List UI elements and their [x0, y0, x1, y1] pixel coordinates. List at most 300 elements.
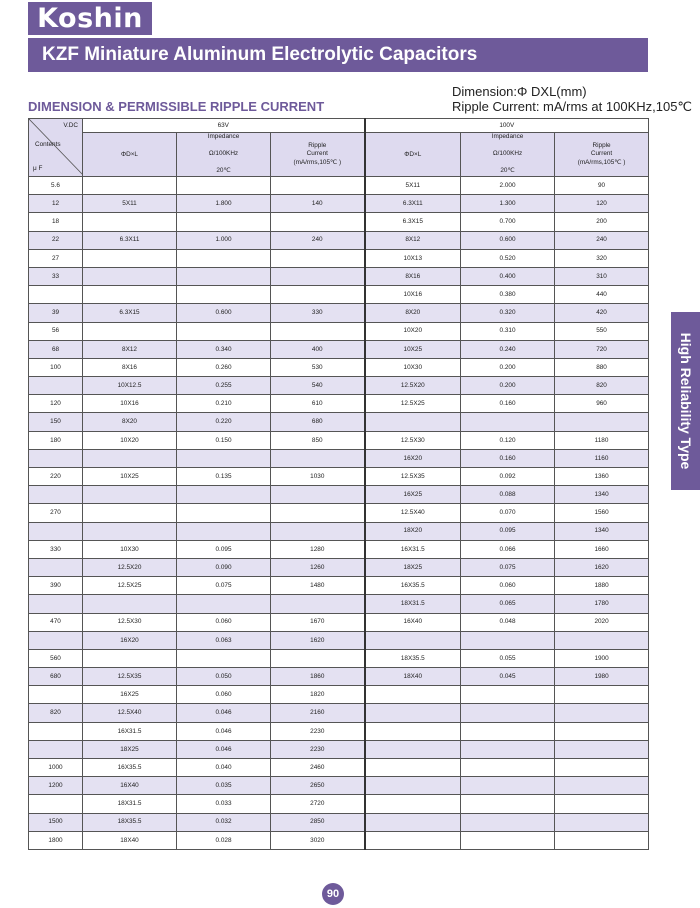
brand-logo: Koshin [28, 2, 152, 35]
dimension-63v-cell: 10X30 [83, 540, 177, 558]
ripple-63v-cell [271, 486, 365, 504]
capacitance-cell: 22 [29, 231, 83, 249]
ripple-100v-cell: 1560 [555, 504, 649, 522]
ripple-header-100 [555, 133, 649, 177]
dimension-100v-cell: 18X40 [365, 668, 461, 686]
impedance-100v-cell: 0.065 [461, 595, 555, 613]
impedance-63v-cell: 0.095 [177, 540, 271, 558]
dimension-63v-cell [83, 449, 177, 467]
impedance-63v-cell [177, 595, 271, 613]
capacitance-cell [29, 631, 83, 649]
ripple-63v-cell: 680 [271, 413, 365, 431]
table-row [29, 577, 649, 595]
table-row [29, 831, 649, 849]
table-row [29, 649, 649, 667]
capacitance-cell: 18 [29, 213, 83, 231]
dimension-100v-cell: 16X20 [365, 449, 461, 467]
table-row [29, 468, 649, 486]
impedance-100v-cell: 0.380 [461, 286, 555, 304]
dimension-63v-cell: 12.5X35 [83, 668, 177, 686]
impedance-100v-cell: 1.300 [461, 195, 555, 213]
dimension-100v-cell [365, 722, 461, 740]
table-row [29, 595, 649, 613]
ripple-63v-cell: 2460 [271, 759, 365, 777]
ripple-100v-cell: 1340 [555, 522, 649, 540]
impedance-100v-cell: 0.095 [461, 522, 555, 540]
impedance-100v-cell: 0.066 [461, 540, 555, 558]
dimension-100v-cell: 12.5X35 [365, 468, 461, 486]
impedance-100v-cell: 0.048 [461, 613, 555, 631]
capacitance-cell: 39 [29, 304, 83, 322]
capacitance-cell: 820 [29, 704, 83, 722]
ripple-63v-cell: 850 [271, 431, 365, 449]
impedance-100v-cell [461, 759, 555, 777]
impedance-63v-cell: 0.046 [177, 740, 271, 758]
dimension-100v-cell [365, 631, 461, 649]
ripple-63v-cell: 3020 [271, 831, 365, 849]
impedance-100v-cell [461, 813, 555, 831]
impedance-unit: Ω/100KHz [208, 150, 239, 158]
page-number: 90 [322, 883, 344, 905]
impedance-100v-cell [461, 631, 555, 649]
ripple-63v-cell [271, 322, 365, 340]
ripple-100v-cell [555, 740, 649, 758]
dimension-63v-cell: 12.5X40 [83, 704, 177, 722]
dimension-100v-cell [365, 813, 461, 831]
ripple-63v-cell [271, 449, 365, 467]
dimension-100v-cell [365, 831, 461, 849]
capacitance-cell [29, 722, 83, 740]
impedance-100v-cell: 0.160 [461, 395, 555, 413]
dimension-100v-cell: 12.5X30 [365, 431, 461, 449]
dimension-63v-cell [83, 249, 177, 267]
ripple-63v-cell: 330 [271, 304, 365, 322]
ripple-63v-cell: 2230 [271, 740, 365, 758]
capacitance-cell: 560 [29, 649, 83, 667]
ripple-100v-cell: 960 [555, 395, 649, 413]
dimension-63v-cell [83, 522, 177, 540]
ripple-63v-cell [271, 522, 365, 540]
ripple-100v-cell: 1660 [555, 540, 649, 558]
ripple-100v-cell: 200 [555, 213, 649, 231]
dimension-63v-cell: 16X40 [83, 777, 177, 795]
ripple-100v-cell: 1360 [555, 468, 649, 486]
ripple-63v-cell: 610 [271, 395, 365, 413]
impedance-100v-cell: 0.310 [461, 322, 555, 340]
dimension-63v-cell: 18X31.5 [83, 795, 177, 813]
impedance-63v-cell: 0.028 [177, 831, 271, 849]
impedance-63v-cell [177, 213, 271, 231]
impedance-100v-cell [461, 831, 555, 849]
dimension-63v-cell: 12.5X20 [83, 558, 177, 576]
dimension-63v-cell: 18X40 [83, 831, 177, 849]
table-row [29, 704, 649, 722]
capacitance-cell: 180 [29, 431, 83, 449]
capacitance-cell: 390 [29, 577, 83, 595]
ripple-100v-cell: 1780 [555, 595, 649, 613]
dimension-100v-cell: 18X31.5 [365, 595, 461, 613]
capacitance-cell: 270 [29, 504, 83, 522]
capacitance-cell: 150 [29, 413, 83, 431]
ripple-100v-cell: 440 [555, 286, 649, 304]
impedance-100v-cell: 0.600 [461, 231, 555, 249]
impedance-header-100 [461, 133, 555, 177]
ripple-63v-cell: 2160 [271, 704, 365, 722]
impedance-63v-cell [177, 504, 271, 522]
table-row [29, 286, 649, 304]
impedance-63v-cell: 0.255 [177, 377, 271, 395]
ripple-63v-cell: 1820 [271, 686, 365, 704]
impedance-temp: 20℃ [216, 167, 231, 175]
impedance-temp: 20℃ [500, 167, 515, 175]
dimension-63v-cell: 18X25 [83, 740, 177, 758]
table-body [29, 177, 649, 850]
ripple-label: Ripple [592, 141, 611, 149]
impedance-63v-cell: 0.050 [177, 668, 271, 686]
dimension-100v-cell [365, 759, 461, 777]
ripple-100v-cell [555, 631, 649, 649]
capacitance-cell: 12 [29, 195, 83, 213]
dimension-100v-cell [365, 686, 461, 704]
table-row [29, 795, 649, 813]
dimension-63v-cell [83, 267, 177, 285]
ripple-100v-cell [555, 795, 649, 813]
ripple-100v-cell [555, 686, 649, 704]
impedance-100v-cell: 0.320 [461, 304, 555, 322]
capacitance-cell: 1200 [29, 777, 83, 795]
ripple-63v-cell [271, 504, 365, 522]
table-row [29, 558, 649, 576]
dimension-100v-cell: 16X25 [365, 486, 461, 504]
dimension-63v-cell: 16X31.5 [83, 722, 177, 740]
capacitance-cell [29, 795, 83, 813]
table-row [29, 722, 649, 740]
ripple-current-label: Current [590, 150, 613, 158]
section-title: DIMENSION & PERMISSIBLE RIPPLE CURRENT [28, 99, 325, 114]
ripple-63v-cell: 1030 [271, 468, 365, 486]
impedance-63v-cell: 0.210 [177, 395, 271, 413]
voltage-63-header: 63V [83, 119, 365, 133]
dimension-63v-cell: 8X16 [83, 358, 177, 376]
impedance-63v-cell: 0.150 [177, 431, 271, 449]
ripple-100v-cell: 310 [555, 267, 649, 285]
capacitance-cell: 330 [29, 540, 83, 558]
capacitance-cell: 1800 [29, 831, 83, 849]
table-row [29, 777, 649, 795]
ripple-63v-cell: 2650 [271, 777, 365, 795]
table-row [29, 413, 649, 431]
impedance-100v-cell: 0.520 [461, 249, 555, 267]
impedance-100v-cell: 0.045 [461, 668, 555, 686]
contents-label: Contents [35, 141, 61, 148]
dimension-100v-cell: 5X11 [365, 177, 461, 195]
dimension-100v-cell: 8X16 [365, 267, 461, 285]
table-row [29, 304, 649, 322]
capacitance-cell [29, 286, 83, 304]
impedance-63v-cell: 0.060 [177, 613, 271, 631]
table-row [29, 231, 649, 249]
ripple-100v-cell: 1880 [555, 577, 649, 595]
impedance-100v-cell: 0.400 [461, 267, 555, 285]
dimension-63v-cell: 8X12 [83, 340, 177, 358]
ripple-63v-cell [271, 267, 365, 285]
impedance-63v-cell: 0.090 [177, 558, 271, 576]
impedance-63v-cell [177, 267, 271, 285]
impedance-header-63 [177, 133, 271, 177]
capacitance-cell [29, 522, 83, 540]
ripple-63v-cell: 1280 [271, 540, 365, 558]
dimension-100v-cell: 18X20 [365, 522, 461, 540]
dimension-100v-cell: 10X30 [365, 358, 461, 376]
ripple-100v-cell: 320 [555, 249, 649, 267]
impedance-100v-cell: 0.120 [461, 431, 555, 449]
impedance-63v-cell: 0.046 [177, 722, 271, 740]
table-row [29, 267, 649, 285]
impedance-100v-cell: 2.000 [461, 177, 555, 195]
capacitance-cell: 1500 [29, 813, 83, 831]
table-row [29, 759, 649, 777]
ripple-63v-cell: 530 [271, 358, 365, 376]
ripple-63v-cell: 1860 [271, 668, 365, 686]
ripple-100v-cell: 240 [555, 231, 649, 249]
ripple-label: Ripple [308, 141, 327, 149]
impedance-100v-cell: 0.088 [461, 486, 555, 504]
dimension-63v-cell: 8X20 [83, 413, 177, 431]
dimension-100v-cell [365, 704, 461, 722]
impedance-100v-cell: 0.075 [461, 558, 555, 576]
impedance-63v-cell: 0.063 [177, 631, 271, 649]
ripple-header-63 [271, 133, 365, 177]
table-row [29, 322, 649, 340]
capacitance-cell: 470 [29, 613, 83, 631]
table-row [29, 395, 649, 413]
dimension-63v-cell: 12.5X25 [83, 577, 177, 595]
table-row [29, 449, 649, 467]
impedance-63v-cell: 0.032 [177, 813, 271, 831]
ripple-100v-cell [555, 704, 649, 722]
ripple-63v-cell: 140 [271, 195, 365, 213]
impedance-100v-cell: 0.070 [461, 504, 555, 522]
ripple-63v-cell: 1620 [271, 631, 365, 649]
ripple-100v-cell [555, 777, 649, 795]
capacitance-cell: 680 [29, 668, 83, 686]
capacitance-cell [29, 740, 83, 758]
dimension-100v-cell [365, 777, 461, 795]
impedance-63v-cell [177, 522, 271, 540]
impedance-63v-cell [177, 249, 271, 267]
impedance-63v-cell: 0.260 [177, 358, 271, 376]
impedance-63v-cell: 0.060 [177, 686, 271, 704]
dimension-63v-cell: 12.5X30 [83, 613, 177, 631]
ripple-63v-cell: 240 [271, 231, 365, 249]
dimension-63v-cell: 16X25 [83, 686, 177, 704]
impedance-63v-cell [177, 286, 271, 304]
ripple-100v-cell: 420 [555, 304, 649, 322]
dimension-100v-cell: 12.5X25 [365, 395, 461, 413]
ripple-63v-cell: 1260 [271, 558, 365, 576]
impedance-63v-cell: 0.600 [177, 304, 271, 322]
impedance-100v-cell [461, 740, 555, 758]
ripple-63v-cell: 2230 [271, 722, 365, 740]
dimension-100v-cell: 12.5X40 [365, 504, 461, 522]
ripple-63v-cell: 2850 [271, 813, 365, 831]
impedance-63v-cell: 0.035 [177, 777, 271, 795]
impedance-63v-cell: 0.340 [177, 340, 271, 358]
ripple-100v-cell: 720 [555, 340, 649, 358]
ripple-100v-cell: 1340 [555, 486, 649, 504]
impedance-100v-cell: 0.060 [461, 577, 555, 595]
dimension-header-100: ΦD×L [365, 133, 461, 177]
table-corner-header [29, 119, 83, 177]
impedance-63v-cell: 0.220 [177, 413, 271, 431]
ripple-unit: (mA/rms,105℃ ) [577, 158, 626, 166]
dimension-63v-cell [83, 322, 177, 340]
impedance-label: Impedance [207, 133, 240, 141]
ripple-100v-cell: 120 [555, 195, 649, 213]
dimension-63v-cell: 5X11 [83, 195, 177, 213]
capacitance-cell [29, 486, 83, 504]
impedance-63v-cell [177, 449, 271, 467]
uf-label: μ F [33, 165, 43, 172]
dimension-63v-cell: 10X12.5 [83, 377, 177, 395]
ripple-100v-cell: 1160 [555, 449, 649, 467]
dimension-63v-cell [83, 649, 177, 667]
impedance-63v-cell: 0.075 [177, 577, 271, 595]
spec-table [28, 118, 649, 850]
dimension-100v-cell: 8X20 [365, 304, 461, 322]
impedance-100v-cell: 0.700 [461, 213, 555, 231]
impedance-label: Impedance [491, 133, 524, 141]
dimension-100v-cell: 8X12 [365, 231, 461, 249]
impedance-100v-cell [461, 722, 555, 740]
dimension-100v-cell: 16X31.5 [365, 540, 461, 558]
table-row [29, 668, 649, 686]
capacitance-cell [29, 686, 83, 704]
dimension-100v-cell: 16X35.5 [365, 577, 461, 595]
dimension-100v-cell: 10X25 [365, 340, 461, 358]
impedance-100v-cell [461, 413, 555, 431]
ripple-63v-cell: 400 [271, 340, 365, 358]
capacitance-cell: 100 [29, 358, 83, 376]
table-row [29, 486, 649, 504]
side-tab-label: High Reliability Type [677, 332, 694, 470]
table-row [29, 213, 649, 231]
table-row [29, 340, 649, 358]
impedance-100v-cell: 0.055 [461, 649, 555, 667]
table-row [29, 631, 649, 649]
table-row [29, 522, 649, 540]
ripple-100v-cell: 1620 [555, 558, 649, 576]
dimension-100v-cell: 18X35.5 [365, 649, 461, 667]
ripple-63v-cell [271, 177, 365, 195]
capacitance-cell: 5.6 [29, 177, 83, 195]
ripple-63v-cell [271, 286, 365, 304]
dimension-100v-cell: 16X40 [365, 613, 461, 631]
impedance-100v-cell [461, 795, 555, 813]
table-row [29, 249, 649, 267]
ripple-100v-cell: 1900 [555, 649, 649, 667]
impedance-100v-cell: 0.160 [461, 449, 555, 467]
table-row [29, 613, 649, 631]
ripple-100v-cell: 820 [555, 377, 649, 395]
table-row [29, 358, 649, 376]
dimension-63v-cell [83, 504, 177, 522]
page-title: KZF Miniature Aluminum Electrolytic Capacitors [28, 38, 648, 72]
impedance-63v-cell: 0.046 [177, 704, 271, 722]
impedance-63v-cell: 1.000 [177, 231, 271, 249]
table-row [29, 686, 649, 704]
ripple-100v-cell: 2020 [555, 613, 649, 631]
dimension-100v-cell: 6.3X11 [365, 195, 461, 213]
capacitance-cell: 27 [29, 249, 83, 267]
ripple-current-label: Current [306, 150, 328, 158]
ripple-note: Ripple Current: mA/rms at 100KHz,105℃ [452, 99, 693, 114]
dimension-63v-cell: 10X16 [83, 395, 177, 413]
dimension-100v-cell [365, 413, 461, 431]
capacitance-cell: 120 [29, 395, 83, 413]
capacitance-cell: 33 [29, 267, 83, 285]
vdc-label: V.DC [63, 122, 78, 129]
impedance-63v-cell [177, 486, 271, 504]
table-row [29, 540, 649, 558]
ripple-unit: (mA/rms,105℃ ) [293, 158, 342, 166]
dimension-63v-cell: 16X20 [83, 631, 177, 649]
impedance-63v-cell [177, 649, 271, 667]
impedance-63v-cell: 0.033 [177, 795, 271, 813]
dimension-100v-cell: 10X16 [365, 286, 461, 304]
dimension-note: Dimension:Φ DXL(mm) [452, 84, 587, 99]
ripple-63v-cell [271, 649, 365, 667]
ripple-63v-cell: 540 [271, 377, 365, 395]
capacitance-cell [29, 449, 83, 467]
dimension-100v-cell: 10X20 [365, 322, 461, 340]
impedance-100v-cell [461, 704, 555, 722]
table-row [29, 431, 649, 449]
ripple-100v-cell [555, 722, 649, 740]
dimension-63v-cell [83, 213, 177, 231]
dimension-63v-cell [83, 177, 177, 195]
impedance-100v-cell: 0.240 [461, 340, 555, 358]
dimension-100v-cell [365, 740, 461, 758]
ripple-63v-cell [271, 595, 365, 613]
capacitance-cell: 68 [29, 340, 83, 358]
ripple-100v-cell: 550 [555, 322, 649, 340]
table-row [29, 813, 649, 831]
impedance-100v-cell [461, 686, 555, 704]
dimension-header-63: ΦD×L [83, 133, 177, 177]
ripple-100v-cell: 1180 [555, 431, 649, 449]
impedance-63v-cell: 0.135 [177, 468, 271, 486]
dimension-100v-cell: 10X13 [365, 249, 461, 267]
dimension-63v-cell: 10X25 [83, 468, 177, 486]
dimension-100v-cell [365, 795, 461, 813]
impedance-63v-cell [177, 322, 271, 340]
impedance-63v-cell [177, 177, 271, 195]
impedance-100v-cell: 0.200 [461, 358, 555, 376]
ripple-63v-cell: 2720 [271, 795, 365, 813]
impedance-100v-cell: 0.200 [461, 377, 555, 395]
dimension-63v-cell: 6.3X11 [83, 231, 177, 249]
ripple-63v-cell: 1670 [271, 613, 365, 631]
capacitance-cell [29, 595, 83, 613]
capacitance-cell [29, 377, 83, 395]
capacitance-cell [29, 558, 83, 576]
ripple-63v-cell: 1480 [271, 577, 365, 595]
impedance-63v-cell: 1.800 [177, 195, 271, 213]
ripple-100v-cell [555, 413, 649, 431]
dimension-100v-cell: 6.3X15 [365, 213, 461, 231]
capacitance-cell: 220 [29, 468, 83, 486]
